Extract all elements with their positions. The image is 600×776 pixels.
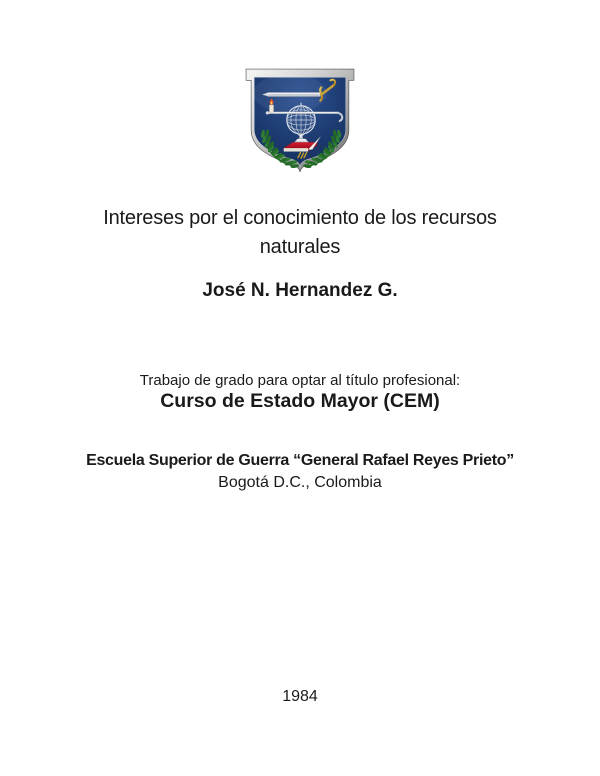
candle-icon [269, 99, 273, 113]
thesis-title [0, 204, 600, 262]
degree-note: Trabajo de grado para optar al título profesional: [139, 372, 461, 389]
author-name: José N. Hernandez G. [202, 280, 398, 301]
school-crest [244, 67, 356, 174]
school-crest-graphic [244, 67, 356, 174]
institution-name: Escuela Superior de Guerra “General Rafael Reyes Prieto” [86, 452, 514, 469]
thesis-title-line1: Intereses por el conocimiento de los recursos [103, 207, 497, 229]
thesis-title-line2: naturales [259, 236, 341, 258]
degree-program: Curso de Estado Mayor (CEM) [160, 390, 440, 412]
institution-city: Bogotá D.C., Colombia [218, 474, 382, 491]
publication-year: 1984 [282, 688, 318, 705]
